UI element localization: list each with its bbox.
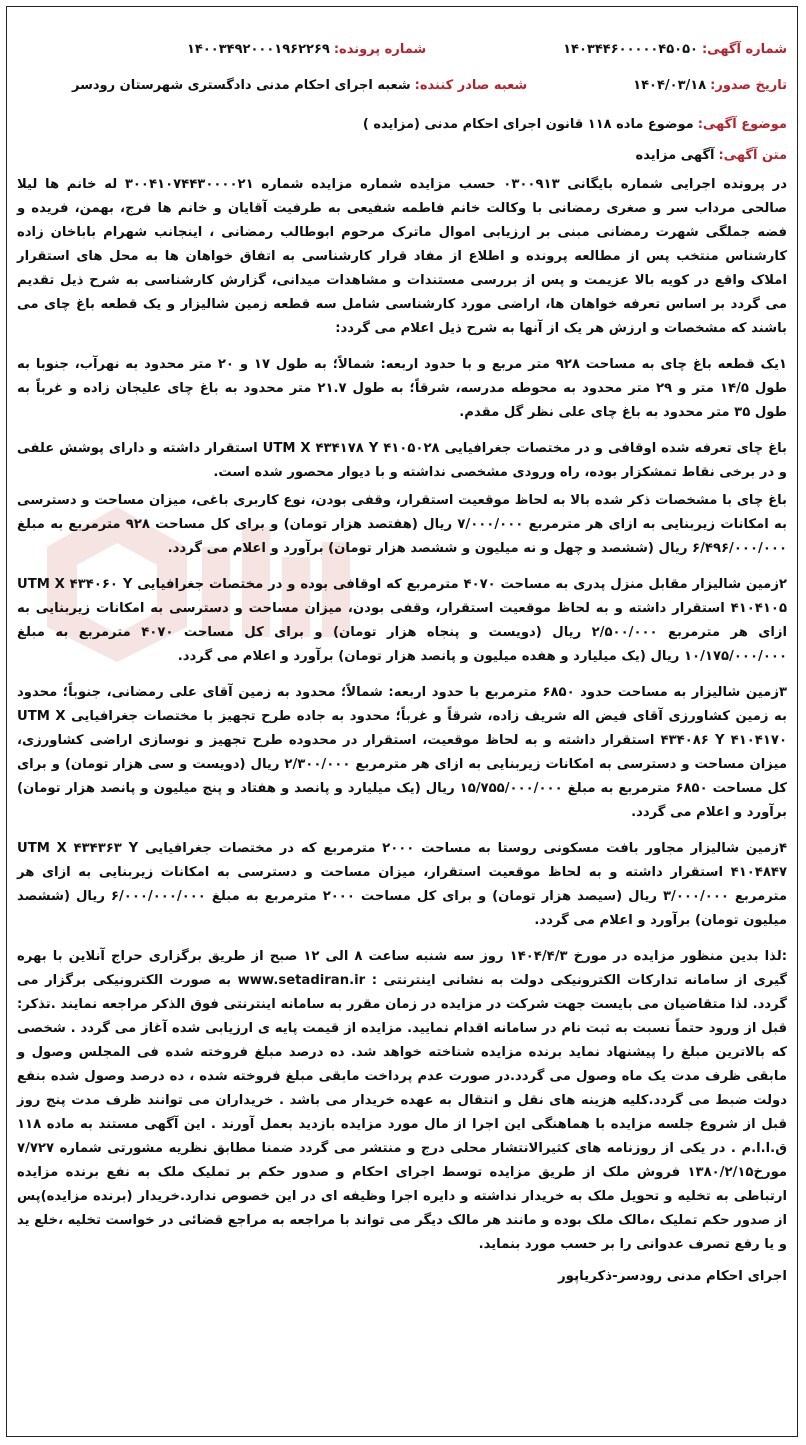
issue-date-field xyxy=(633,78,787,93)
notice-page xyxy=(17,35,787,1284)
paragraph-item-1-location: باغ چای تعرفه شده اوقافی و در مختصات جغرافیایی UTM X ۴۳۴۱۷۸ Y ۴۱۰۵۰۲۸ استقرار داشته و دارای پوشش علفی و در برخی نقاط تمشکزار بوده، راه ورودی مشخصی نداشته و با دیوار محصور شده است. xyxy=(17,441,787,480)
paragraph-item-1-value: باغ چای با مشخصات ذکر شده بالا به لحاظ موقعیت استقرار، وقفی بودن، نوع کاربری باغی، میزان مساحت و دسترسی به امکانات زیربنایی به ازای هر مترمربع ۷/۰۰۰/۰۰۰ ریال (هفتصد هزار تومان) و برای کل مساحت ۹۲۸ مترمربع به مبلغ ۶/۴۹۶/۰۰۰/۰۰۰ ریال (ششصد و چهل و نه میلیون و ششصد هزار تومان) برآورد و اعلام می گردد. xyxy=(17,493,787,556)
paragraph-item-3: ۳زمین شالیزار به مساحت حدود ۶۸۵۰ مترمربع با حدود اربعه: شمالاً؛ محدود به زمین آقای علی رمضانی، جنوباً؛ محدود به زمین کشاورزی آقای فیض اله شریف زاده، شرقاً و غرباً؛ محدود به جاده طرح تجهیز با مختصات جغرافیایی UTM X ۴۳۴۰۸۶ Y ۴۱۰۴۱۷۰ استقرار داشته و به لحاظ موقعیت، استقرار در محدوده طرح تجهیز و نوسازی اراضی کشاورزی، میزان مساحت و دسترسی به امکانات زیربنایی به ازای هر مترمربع ۲/۳۰۰/۰۰۰ ریال (دویست و سی هزار تومان) و برای کل مساحت ۶۸۵۰ مترمربع به مبلغ ۱۵/۷۵۵/۰۰۰/۰۰۰ ریال (یک میلیارد و پانصد و هفتاد و پنج میلیون و پانصد هزار تومان) برآورد و اعلام می گردد. xyxy=(17,685,787,820)
text-title: آگهی مزایده xyxy=(635,148,715,163)
ad-number-field xyxy=(563,42,787,57)
file-number-value: ۱۴۰۰۳۴۹۲۰۰۰۱۹۶۲۲۶۹ xyxy=(187,41,330,57)
paragraph-item-1: ۱یک قطعه باغ چای به مساحت ۹۲۸ متر مربع و با حدود اربعه: شمالاً؛ به طول ۱۷ و ۲۰ متر محدود به نهرآب، جنوبا به طول ۱۴/۵ متر و ۲۹ متر محدود به محوطه مدرسه، شرقاً؛ به طول ۲۱.۷ متر محدود به باغ چای علیجان زاده و غرباً به طول ۳۵ متر محدود به باغ چای علی نظر گل مقدم. xyxy=(17,357,787,420)
subject-label: موضوع آگهی: xyxy=(697,117,787,132)
file-number-label: شماره پرونده: xyxy=(333,41,427,57)
ad-number-label: شماره آگهی: xyxy=(701,41,787,57)
signature: اجرای احکام مدنی رودسر-ذکریاپور xyxy=(557,1269,787,1284)
issuer-label: شعبه صادر کننده: xyxy=(414,77,528,93)
header-row-2 xyxy=(17,71,787,99)
text-label: متن آگهی: xyxy=(718,148,787,163)
ad-number-value: ۱۴۰۳۴۴۶۰۰۰۰۰۴۵۰۵۰ xyxy=(563,41,698,57)
notice-body xyxy=(17,173,787,1257)
document-frame xyxy=(6,6,798,1437)
paragraph-auction-terms: :لذا بدین منظور مزایده در مورخ ۱۴۰۴/۴/۳ روز سه شنبه ساعت ۸ الی ۱۲ صبح از طریق برگزاری حراج آنلاین با بهره گیری از سامانه تدارکات الکترونیکی دولت به نشانی اینترنتی : www.setadiran.ir به صورت الکترونیکی برگزار می گردد. لذا متقاضیان می بایست جهت شرکت در مزایده در زمان مقرر به سامانه اینترنتی فوق الذکر مراجعه نمایند .تذکر: قبل از ورود حتماً نسبت به ثبت نام در سامانه اقدام نمایید. مزایده از قیمت پایه ی ارزیابی شده آغاز می گردد . شخصی که بالاترین مبلغ را پیشنهاد نماید برنده مزایده شناخته خواهد شد. ده درصد مبلغ فروخته شده فی المجلس وصول و مابقی ظرف مدت یک ماه وصول می گردد.در صورت عدم پرداخت مابقی مبلغ فروخته شده ، ده درصد وصول شده بنفع دولت ضبط می گردد.کلیه هزینه های نقل و انتقال به عهده خریدار می باشد . خریداران می توانند ظرف مدت پنج روز قبل از شروع جلسه مزایده با هماهنگی این اجرا از مال مورد مزایده بازدید بعمل آورند . این آگهی مستند به ماده ۱۱۸ ق.ا.ا.م . در یکی از روزنامه های کثیرالانتشار محلی درج و منتشر می گردد ضمنا مطابق نظریه مشورتی شماره ۷/۷۲۷ مورخ۱۳۸۰/۲/۱۵ فروش ملک از طریق مزایده توسط اجرای احکام و صدور حکم بر تملیک ملک به نفع برنده مزایده ارتباطی به تخلیه و تحویل ملک به خریدار نداشته و دایره اجرا وظیفه ای در این خصوص ندارد.خریدار (برنده مزایده)پس از صدور حکم تملیک ،مالک ملک بوده و مانند هر مالک دیگر می تواند با مراجعه به مراجع قضائی در خواست تخلیه ،خلع ید و یا رفع تصرف عدوانی را بر حسب مورد بنماید. xyxy=(17,949,788,1252)
issuer-field xyxy=(72,78,527,93)
subject-value: موضوع ماده ۱۱۸ قانون اجرای احکام مدنی (مزایده ) xyxy=(362,117,694,132)
issuer-value: شعبه اجرای احکام مدنی دادگستری شهرستان رودسر xyxy=(72,77,411,93)
subject-field xyxy=(17,117,787,132)
paragraph-item-4: ۴زمین شالیزار مجاور بافت مسکونی روستا به مساحت ۲۰۰۰ مترمربع که در مختصات جغرافیایی UTM X ۴۳۴۳۶۳ Y ۴۱۰۴۸۴۷ استقرار داشته و به لحاظ موقعیت استقرار، میزان مساحت و دسترسی به امکانات زیربنایی به ازای هر مترمربع ۳/۰۰۰/۰۰۰ ریال (سیصد هزار تومان) و برای کل مساحت ۲۰۰۰ مترمربع به مبلغ ۶/۰۰۰/۰۰۰/۰۰۰ ریال (ششصد میلیون تومان) برآورد و اعلام می گردد. xyxy=(17,841,787,928)
issue-date-value: ۱۴۰۴/۰۳/۱۸ xyxy=(633,77,707,93)
paragraph-intro: در پرونده اجرایی شماره بایگانی ۰۳۰۰۹۱۳ حسب مزایده شماره مزایده شماره ۳۰۰۴۱۰۷۴۴۳۰۰۰۰۲۱ له خانم ها لیلا صالحی مرداب سر و صغری رمضانی با وکالت خانم فاطمه شفیعی به طرفیت آقایان و خانم ها فرج، بهمن، فریده و فضه جملگی شهرت رمضانی مبنی بر ارزیابی اموال ماترک مرحوم ابوطالب رمضانی ، اینجانب شهرام باباخان زاده کارشناس منتخب پس از مطالعه پرونده و اطلاع از مفاد قرار کارشناسی به اتفاق خواهان ها به محل های استقرار املاک واقع در کویه بالا عزیمت و پس از بررسی مستندات و مشاهدات میدانی، گزارش کارشناسی به شرح ذیل تقدیم می گردد بر اساس تعرفه خواهان ها، اراضی مورد کارشناسی شامل سه قطعه زمین شالیزار و یک قطعه باغ چای می باشند که مشخصات و ارزش هر یک از آنها به شرح ذیل اعلام می گردد: xyxy=(17,177,787,336)
text-title-field xyxy=(17,148,787,163)
paragraph-item-2: ۲زمین شالیزار مقابل منزل پدری به مساحت ۴۰۷۰ مترمربع که اوقافی بوده و در مختصات جغرافیایی UTM X ۴۳۴۰۶۰ Y ۴۱۰۴۱۰۵ استقرار داشته و به لحاظ موقعیت استقرار، وقفی بودن، میزان مساحت و دسترسی به امکانات زیربنایی به ازای هر مترمربع ۲/۵۰۰/۰۰۰ ریال (دویست و پنجاه هزار تومان) و برای کل مساحت ۴۰۷۰ مترمربع به مبلغ ۱۰/۱۷۵/۰۰۰/۰۰۰ ریال (یک میلیارد و هفده میلیون و پانصد هزار تومان) برآورد و اعلام می گردد. xyxy=(17,577,788,664)
issue-date-label: تاریخ صدور: xyxy=(710,77,787,93)
file-number-field xyxy=(187,42,426,57)
header-row-1 xyxy=(17,35,787,63)
